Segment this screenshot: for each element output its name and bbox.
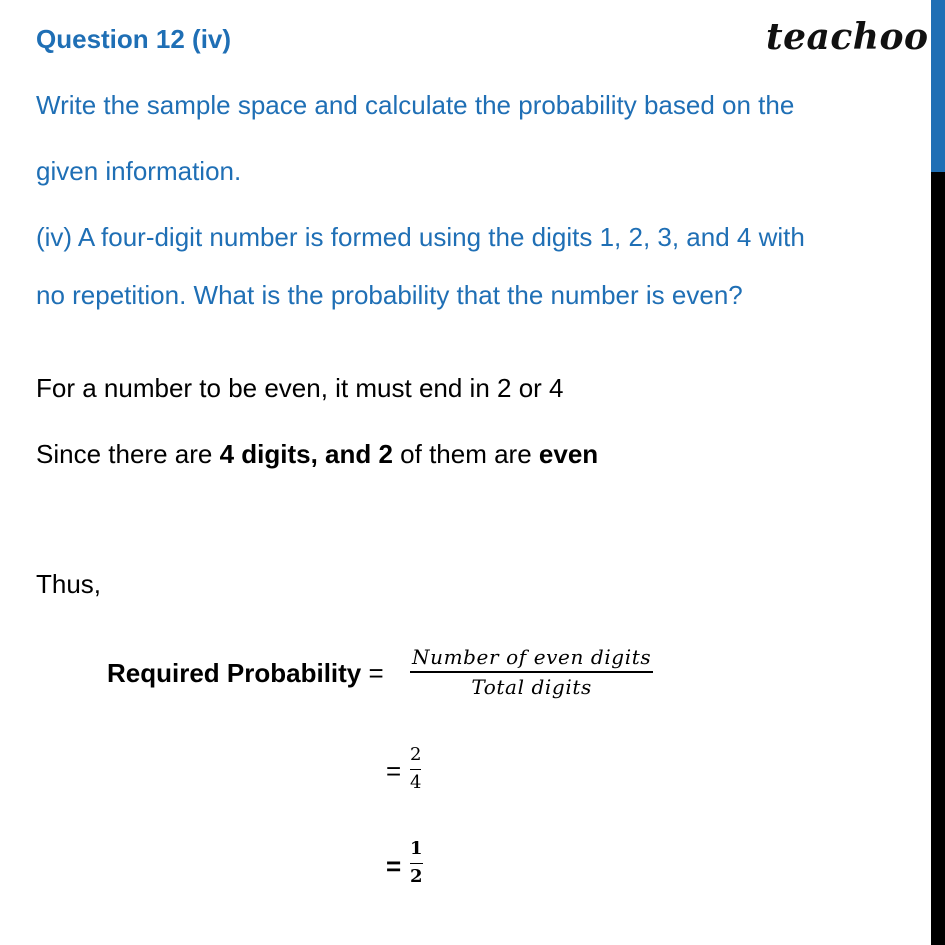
formula-fraction	[410, 646, 653, 699]
formula-numerator: Number of even digits	[412, 645, 652, 669]
solution-line-2-bold-a: 4 digits, and 2	[219, 439, 393, 469]
question-line-2: given information.	[36, 156, 242, 186]
step2-equals: =	[386, 851, 402, 881]
step1-fraction	[410, 745, 421, 794]
solution-line-2-text-a: Since there are	[36, 439, 220, 469]
step2-fraction	[410, 839, 423, 888]
step2-numerator: 1	[410, 838, 423, 859]
question-line-1: Write the sample space and calculate the probability based on the	[36, 90, 795, 120]
question-line-4: no repetition. What is the probability that the number is even?	[36, 280, 743, 310]
question-line-3: (iv) A four-digit number is formed using the digits 1, 2, 3, and 4 with	[36, 222, 805, 252]
required-probability-label: Required Probability	[107, 658, 362, 688]
solution-line-2-bold-b: even	[538, 439, 599, 469]
step1-denominator: 4	[410, 772, 422, 794]
formula-denominator: Total digits	[471, 674, 592, 699]
solution-line-2-text-b: of them are	[392, 439, 539, 469]
step2-denominator: 2	[410, 866, 423, 888]
step1-equals: =	[386, 756, 402, 786]
side-bar-accent	[931, 0, 945, 172]
solution-line-1: For a number to be even, it must end in 2 or 4	[36, 373, 564, 403]
formula-equals: =	[361, 658, 384, 688]
teachoo-logo: teachoo	[766, 16, 929, 58]
thus-label: Thus,	[36, 569, 102, 599]
step1-numerator: 2	[410, 744, 422, 765]
question-heading: Question 12 (iv)	[36, 24, 232, 54]
solution-line-2	[36, 439, 598, 470]
formula-label	[107, 658, 384, 689]
fraction-bar	[410, 863, 423, 865]
fraction-bar	[410, 769, 421, 771]
